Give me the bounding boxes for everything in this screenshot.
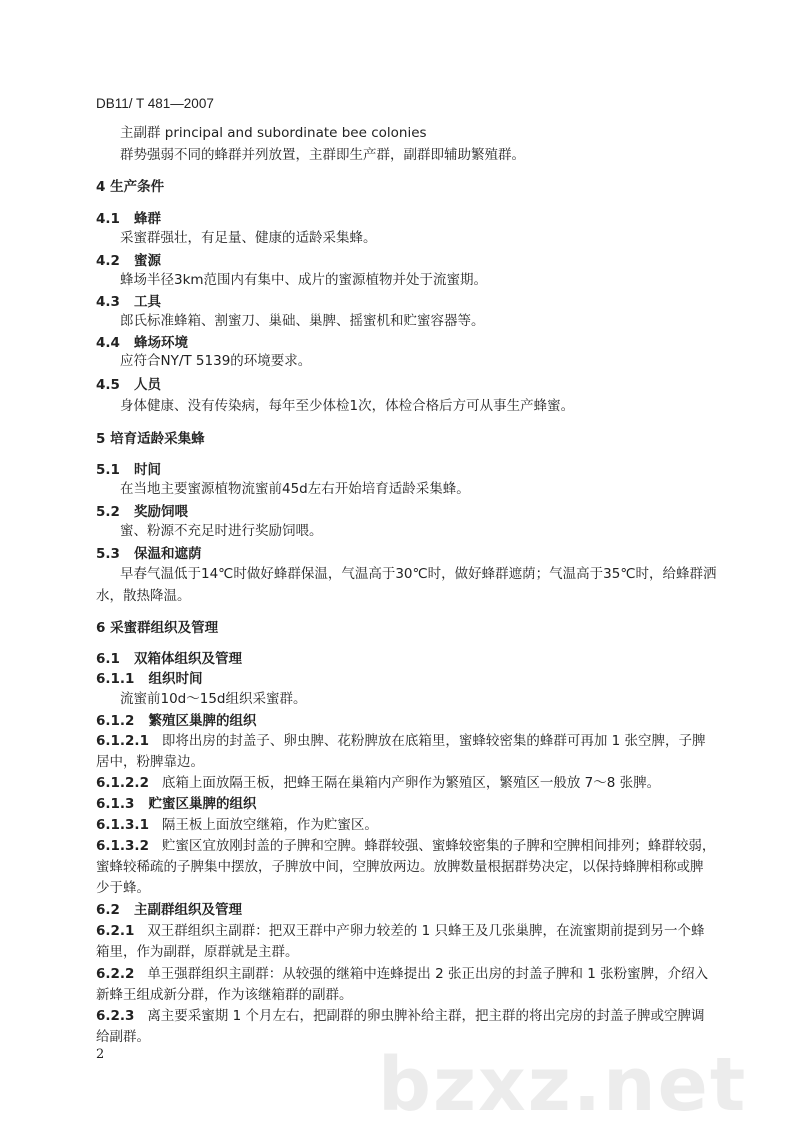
- section-title: 蜜源: [134, 253, 162, 269]
- paragraph-text: 即将出房的封盖子、卵虫脾、花粉脾放在底箱里，蜜蜂较密集的蜂群可再加 1 张空脾，子脾: [161, 733, 706, 749]
- section-4-3-text: 郎氏标准蜂箱、割蜜刀、巢础、巢脾、摇蜜机和贮蜜容器等。: [120, 313, 485, 329]
- section-4-4-text: 应符合NY/T 5139的环境要求。: [120, 353, 312, 369]
- term-definition: 群势强弱不同的蜂群并列放置，主群即生产群，副群即辅助繁殖群。: [120, 147, 525, 163]
- section-5-3-text-line-2: 水，散热降温。: [96, 588, 191, 604]
- section-5-3-heading: [96, 545, 202, 563]
- section-number: 6.1.2.1: [96, 733, 149, 749]
- section-6-heading: 6 采蜜群组织及管理: [96, 620, 219, 636]
- section-6-1-1-text: 流蜜前10d～15d组织采蜜群。: [120, 691, 307, 707]
- paragraph-text: 贮蜜区宜放刚封盖的子脾和空脾。蜂群较强、蜜蜂较密集的子脾和空脾相间排列；蜂群较弱，: [161, 838, 716, 854]
- section-4-3-heading: [96, 293, 161, 311]
- section-4-1-heading: [96, 210, 161, 228]
- section-title: 双箱体组织及管理: [134, 651, 243, 667]
- section-4-1-text: 采蜜群强壮，有足量、健康的适龄采集蜂。: [120, 230, 377, 246]
- section-title: 组织时间: [148, 671, 203, 687]
- section-4-5-heading: [96, 376, 161, 394]
- section-number: 6.1.2.2: [96, 775, 149, 791]
- section-number: 6.1.3.2: [96, 838, 149, 854]
- section-title: 奖励饲喂: [134, 504, 189, 520]
- section-title: 时间: [134, 462, 162, 478]
- section-6-1-3-2-line-1: [96, 837, 715, 855]
- section-6-2-1-line-2: 箱里，作为副群，原群就是主群。: [96, 944, 299, 960]
- section-number: 6.1.2: [96, 713, 135, 729]
- section-6-2-1-line-1: [96, 922, 704, 940]
- section-number: 4.3: [96, 294, 120, 310]
- section-number: 6.1.3: [96, 796, 135, 812]
- term-title: 主副群 principal and subordinate bee colonies: [120, 125, 427, 141]
- section-title: 保温和遮荫: [134, 546, 202, 562]
- watermark: bzxz.net: [378, 1042, 748, 1128]
- section-number: 4.5: [96, 377, 120, 393]
- section-number: 6.2.3: [96, 1008, 135, 1024]
- section-number: 6.1: [96, 651, 120, 667]
- paragraph-text: 双王群组织主副群：把双王群中产卵力较差的 1 只蜂王及几张巢脾，在流蜜期前提到另一个蜂: [147, 923, 705, 939]
- section-number: 5.3: [96, 546, 120, 562]
- section-4-heading: 4 生产条件: [96, 179, 165, 195]
- section-number: 6.1.1: [96, 671, 135, 687]
- section-number: 4.4: [96, 335, 120, 351]
- standard-code-header: DB11/ T 481—2007: [96, 96, 214, 111]
- section-4-2-heading: [96, 252, 161, 270]
- section-number: 4.2: [96, 253, 120, 269]
- section-6-1-1-heading: [96, 670, 203, 688]
- section-6-2-3-line-1: [96, 1007, 704, 1025]
- section-title: 主副群组织及管理: [134, 902, 243, 918]
- section-title: 蜂场环境: [134, 335, 189, 351]
- section-number: 6.2.2: [96, 966, 135, 982]
- paragraph-text: 底箱上面放隔王板，把蜂王隔在巢箱内产卵作为繁殖区，繁殖区一般放 7～8 张脾。: [161, 775, 661, 791]
- section-4-4-heading: [96, 334, 188, 352]
- section-6-2-2-line-2: 新蜂王组成新分群，作为该继箱群的副群。: [96, 987, 353, 1003]
- section-number: 6.2: [96, 902, 120, 918]
- section-5-2-heading: [96, 503, 188, 521]
- section-title: 蜂群: [134, 211, 162, 227]
- section-6-2-heading: [96, 901, 242, 919]
- section-6-1-2-2: [96, 774, 660, 792]
- section-4-2-text: 蜂场半径3km范围内有集中、成片的蜜源植物并处于流蜜期。: [120, 272, 488, 288]
- section-number: 5.1: [96, 462, 120, 478]
- section-5-3-text-line-1: 早春气温低于14℃时做好蜂群保温，气温高于30℃时，做好蜂群遮荫；气温高于35℃时，给蜂群洒: [120, 566, 717, 582]
- section-number: 4.1: [96, 211, 120, 227]
- paragraph-text: 离主要采蜜期 1 个月左右，把副群的卵虫脾补给主群，把主群的将出完房的封盖子脾或空脾调: [147, 1008, 705, 1024]
- section-6-1-3-2-line-3: 少于蜂。: [96, 880, 150, 896]
- section-6-1-2-1-line-1: [96, 732, 706, 750]
- section-6-1-3-heading: [96, 795, 257, 813]
- section-6-1-3-1: [96, 816, 378, 834]
- section-5-1-text: 在当地主要蜜源植物流蜜前45d左右开始培育适龄采集蜂。: [120, 481, 470, 497]
- page-number: 2: [96, 1047, 105, 1062]
- section-5-heading: 5 培育适龄采集蜂: [96, 431, 205, 447]
- section-6-1-2-1-line-2: 居中，粉脾靠边。: [96, 754, 204, 770]
- section-title: 人员: [134, 377, 162, 393]
- paragraph-text: 单王强群组织主副群：从较强的继箱中连蜂提出 2 张正出房的封盖子脾和 1 张粉蜜脾，介绍入: [147, 966, 709, 982]
- paragraph-text: 隔王板上面放空继箱，作为贮蜜区。: [161, 817, 378, 833]
- section-5-2-text: 蜜、粉源不充足时进行奖励饲喂。: [120, 523, 323, 539]
- section-number: 5.2: [96, 504, 120, 520]
- section-number: 6.1.3.1: [96, 817, 149, 833]
- section-6-1-2-heading: [96, 712, 257, 730]
- section-6-1-3-2-line-2: 蜜蜂较稀疏的子脾集中摆放，子脾放中间，空脾放两边。放脾数量根据群势决定，以保持蜂脾相称或脾: [96, 859, 704, 875]
- section-5-1-heading: [96, 461, 161, 479]
- section-number: 6.2.1: [96, 923, 135, 939]
- section-title: 繁殖区巢脾的组织: [148, 713, 257, 729]
- section-6-1-heading: [96, 650, 242, 668]
- section-6-2-3-line-2: 给副群。: [96, 1029, 150, 1045]
- section-6-2-2-line-1: [96, 965, 708, 983]
- section-title: 工具: [134, 294, 162, 310]
- section-4-5-text: 身体健康、没有传染病，每年至少体检1次，体检合格后方可从事生产蜂蜜。: [120, 398, 575, 414]
- section-title: 贮蜜区巢脾的组织: [148, 796, 257, 812]
